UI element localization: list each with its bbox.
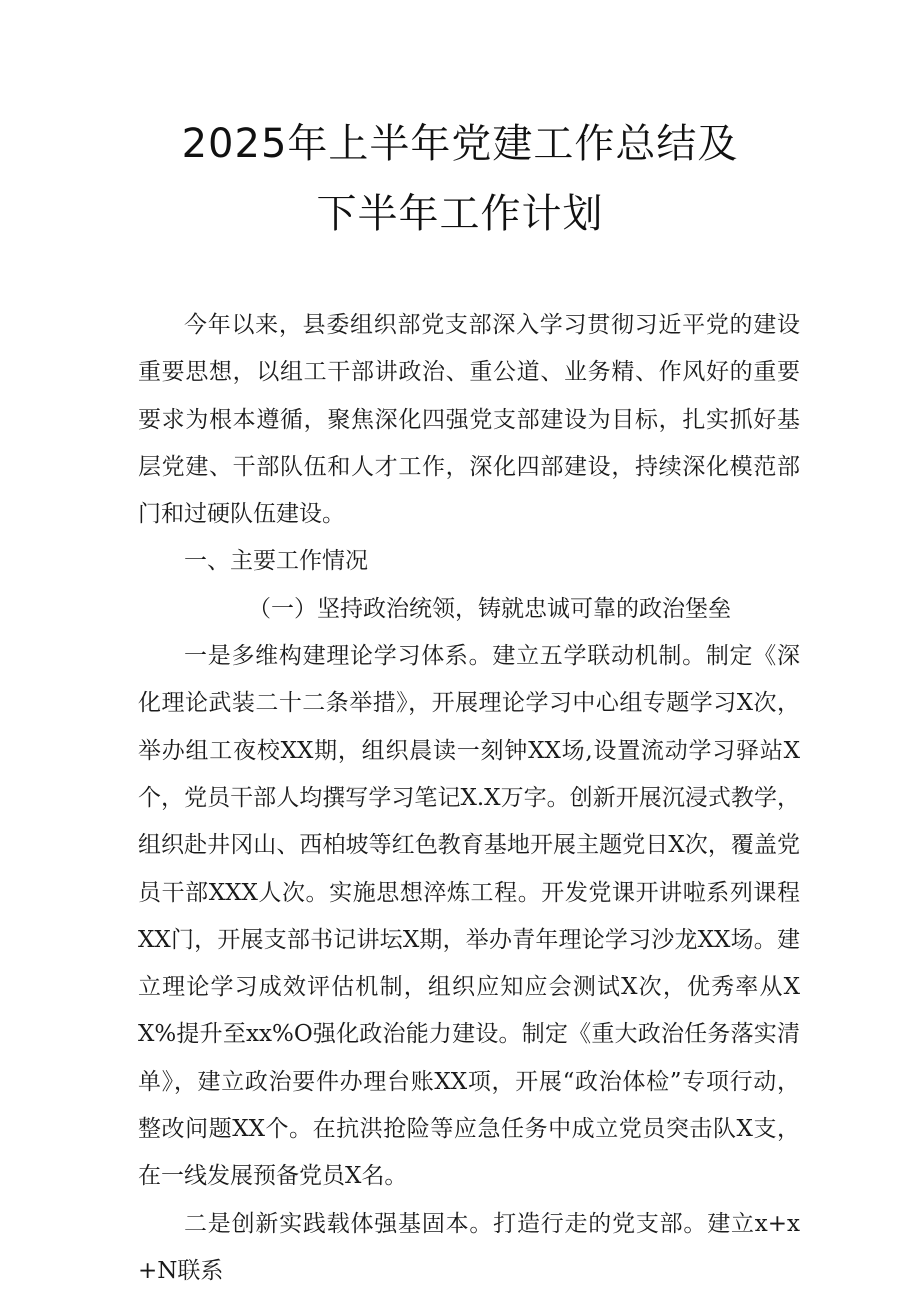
- section-heading: 一、主要工作情况: [184, 548, 368, 575]
- body-paragraph: 二是创新实践载体强基固本。打造行走的党支部。建立x+x+N联系: [138, 1210, 800, 1284]
- intro-paragraph: 今年以来，县委组织部党支部深入学习贯彻习近平党的建设重要思想，以组工干部讲政治、重公道、业务精、作风好的重要要求为根本遵循，聚焦深化四强党支部建设为目标，扎实抓好基层党建、干部队伍和人才工作，深化四部建设，持续深化模范部门和过硬队伍建设。: [138, 312, 800, 528]
- document-title-line-2: 下半年工作计划: [316, 191, 604, 237]
- document-body: [138, 302, 800, 1295]
- body-paragraph: 一是多维构建理论学习体系。建立五学联动机制。制定《深化理论武装二十二条举措》，开展理论学习中心组专题学习X次，举办组工夜校XX期，组织晨读一刻钟XX场,设置流动学习驿站X个，党员干部人均撰写学习笔记X.X万字。创新开展沉浸式教学，组织赴井冈山、西柏坡等红色教育基地开展主题党日X次，覆盖党员干部XXX人次。实施思想淬炼工程。开发党课开讲啦系列课程XX门，开展支部书记讲坛X期，举办青年理论学习沙龙XX场。建立理论学习成效评估机制，组织应知应会测试X次，优秀率从XX%提升至xx%O强化政治能力建设。制定《重大政治任务落实清单》，建立政治要件办理台账XX项，开展“政治体检”专项行动，整改问题XX个。在抗洪抢险等应急任务中成立党员突击队X支，在一线发展预备党员X名。: [138, 643, 800, 1190]
- document-title-line-1: 2025年上半年党建工作总结及: [181, 121, 739, 167]
- subsection-heading: （一）坚持政治统领，铸就忠诚可靠的政治堡垒: [248, 595, 731, 622]
